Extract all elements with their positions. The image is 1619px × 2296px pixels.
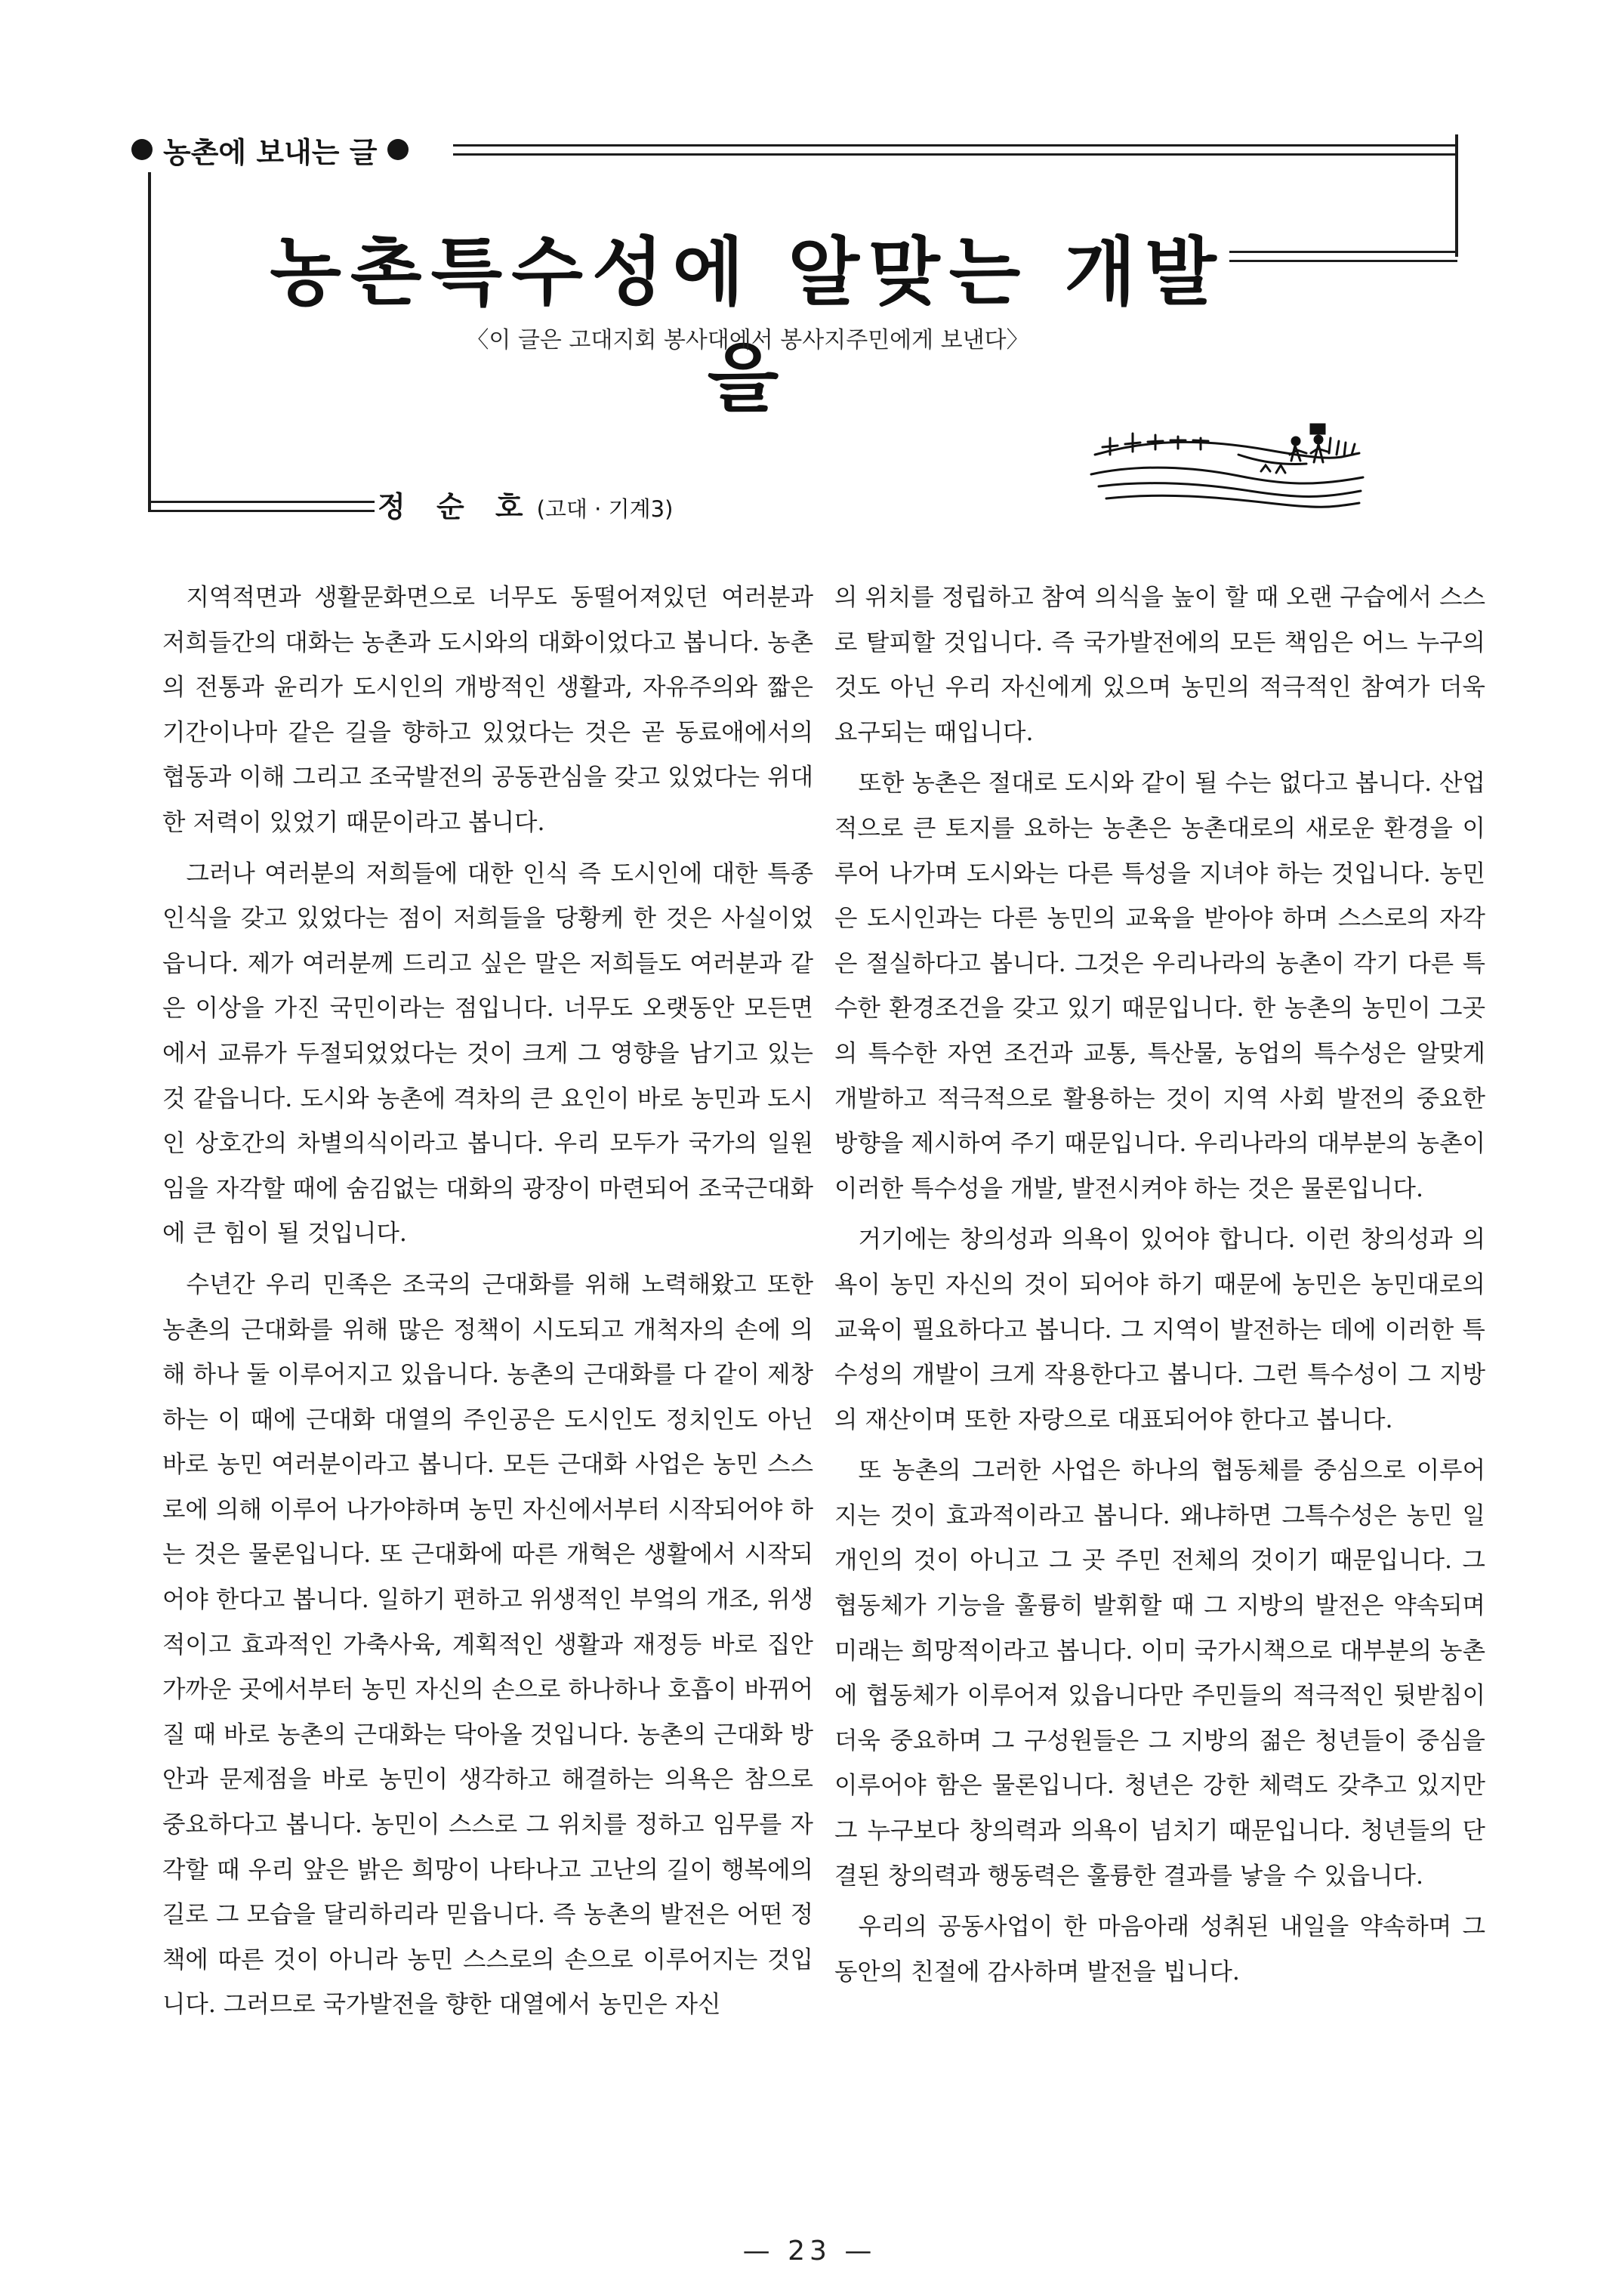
author-byline — [378, 483, 673, 521]
body-paragraph: 또 농촌의 그러한 사업은 하나의 협동체를 중심으로 이루어지는 것이 효과적이라고 봅니다. 왜냐하면 그특수성은 농민 일개인의 것이 아니고 그 곳 주민 전체의 것이기 때문입니다. 그 협동체가 기능을 훌륭히 발휘할 때 그 지방의 발전은 약속되며 미래는 희망적이라고 봅니다. 이미 국가시책으로 대부분의 농촌에 협동체가 이루어져 있읍니다만 주민들의 적극적인 뒷받침이 더욱 중요하며 그 구성원들은 그 지방의 젊은 청년들이 중심을 이루어야 함은 물론입니다. 청년은 강한 체력도 갖추고 있지만 그 누구보다 창의력과 의욕이 넘치기 때문입니다. 청년들의 단결된 창의력과 행동력은 훌륭한 결과를 낳을 수 있읍니다. — [834, 1457, 1485, 1890]
article-subtitle: 〈이 글은 고대지회 봉사대에서 봉사지주민에게 보낸다〉 — [466, 327, 1029, 353]
body-paragraph: 거기에는 창의성과 의욕이 있어야 합니다. 이런 창의성과 의욕이 농민 자신의 것이 되어야 하기 때문에 농민은 농민대로의 교육이 필요하다고 봅니다. 그 지역이 발전하는 데에 이러한 특수성의 개발이 크게 작용한다고 봅니다. 그런 특수성이 그 지방의 재산이며 또한 자랑으로 대표되어야 한다고 봅니다. — [834, 1226, 1485, 1433]
section-label — [131, 127, 409, 172]
header-rule-bottom — [148, 501, 375, 512]
bullet-icon — [387, 139, 409, 160]
body-paragraph: 우리의 공동사업이 한 마음아래 성취된 내일을 약속하며 그 동안의 친절에 감사하며 발전을 빕니다. — [834, 1913, 1485, 1986]
header-rule-mid — [1229, 251, 1457, 262]
body-left-column — [162, 576, 813, 2034]
bullet-icon — [131, 139, 153, 160]
author-name: 정 순 호 — [378, 490, 534, 523]
page-number: — 23 — — [742, 2236, 877, 2267]
body-paragraph: 지역적면과 생활문화면으로 너무도 동떨어져있던 여러분과 저희들간의 대화는 농촌과 도시와의 대화이었다고 봅니다. 농촌의 전통과 윤리가 도시인의 개방적인 생활과, 자유주의와 짧은 기간이나마 같은 길을 향하고 있었다는 것은 곧 동료애에서의 협동과 이해 그리고 조국발전의 공동관심을 갖고 있었다는 위대한 저력이 있었기 때문이라고 봅니다. — [162, 584, 813, 836]
header-rule-top — [453, 144, 1457, 156]
section-label-text: 농촌에 보내는 글 — [163, 135, 378, 169]
article-title: 농촌특수성에 알맞는 개발을 — [270, 230, 1226, 422]
author-affiliation: (고대 · 기계3) — [536, 496, 674, 522]
body-right-column — [834, 576, 1485, 2001]
body-paragraph: 수년간 우리 민족은 조국의 근대화를 위해 노력해왔고 또한 농촌의 근대화를 위해 많은 정책이 시도되고 개척자의 손에 의해 하나 둘 이루어지고 있읍니다. 농촌의 근대화를 다 같이 제창하는 이 때에 근대화 대열의 주인공은 도시인도 정치인도 아닌 바로 농민 여러분이라고 봅니다. 모든 근대화 사업은 농민 스스로에 의해 이루어 나가야하며 농민 자신에서부터 시작되어야 하는 것은 물론입니다. 또 근대화에 따른 개혁은 생활에서 시작되어야 한다고 봅니다. 일하기 편하고 위생적인 부엌의 개조, 위생적이고 효과적인 가축사육, 계획적인 생활과 재정등 바로 집안 가까운 곳에서부터 농민 자신의 손으로 하나하나 호흡이 바뀌어질 때 바로 농촌의 근대화는 닥아올 것입니다. 농촌의 근대화 방안과 문제점을 바로 농민이 생각하고 해결하는 의욕은 참으로 중요하다고 봅니다. 농민이 스스로 그 위치를 정하고 임무를 자각할 때 우리 앞은 밝은 희망이 나타나고 고난의 길이 행복에의 길로 그 모습을 달리하리라 믿읍니다. 즉 농촌의 발전은 어떤 정책에 따른 것이 아니라 농민 스스로의 손으로 이루어지는 것입니다. 그러므로 국가발전을 향한 대열에서 농민은 자신 — [162, 1270, 813, 2019]
body-paragraph: 의 위치를 정립하고 참여 의식을 높이 할 때 오랜 구습에서 스스로 탈피할 것입니다. 즉 국가발전에의 모든 책임은 어느 누구의 것도 아닌 우리 자신에게 있으며 농민의 적극적인 참여가 더욱 요구되는 때입니다. — [834, 584, 1485, 746]
header-frame-right — [1455, 134, 1458, 257]
header-frame-left — [148, 172, 151, 511]
body-paragraph: 또한 농촌은 절대로 도시와 같이 될 수는 없다고 봅니다. 산업적으로 큰 토지를 요하는 농촌은 농촌대로의 새로운 환경을 이루어 나가며 도시와는 다른 특성을 지녀야 하는 것입니다. 농민은 도시인과는 다른 농민의 교육을 받아야 하며 스스로의 자각은 절실하다고 봅니다. 그것은 우리나라의 농촌이 각기 다른 특수한 환경조건을 갖고 있기 때문입니다. 한 농촌의 농민이 그곳의 특수한 자연 조건과 교통, 특산물, 농업의 특수성은 알맞게 개발하고 적극적으로 활용하는 것이 지역 사회 발전의 중요한 방향을 제시하여 주기 때문입니다. 우리나라의 대부분의 농촌이 이러한 특수성을 개발, 발전시켜야 하는 것은 물론입니다. — [834, 770, 1485, 1202]
body-paragraph: 그러나 여러분의 저희들에 대한 인식 즉 도시인에 대한 특종인식을 갖고 있었다는 점이 저희들을 당황케 한 것은 사실이었읍니다. 제가 여러분께 드리고 싶은 말은 저희들도 여러분과 같은 이상을 가진 국민이라는 점입니다. 너무도 오랫동안 모든면에서 교류가 두절되었었다는 것이 크게 그 영향을 남기고 있는 것 같읍니다. 도시와 농촌에 격차의 큰 요인이 바로 농민과 도시인 상호간의 차별의식이라고 봅니다. 우리 모두가 국가의 일원임을 자각할 때에 숨김없는 대화의 광장이 마련되어 조국근대화에 큰 힘이 될 것입니다. — [162, 859, 813, 1248]
village-landscape-sketch-icon — [1087, 408, 1367, 514]
